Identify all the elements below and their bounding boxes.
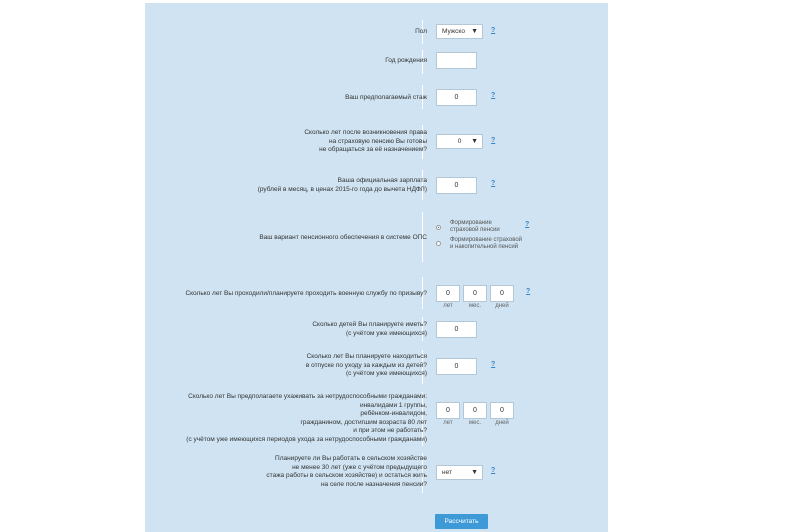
ops-option-funded-label: Формирование страховой и накопительной пенсий <box>450 237 523 251</box>
military-years-input[interactable]: 0 <box>436 285 460 302</box>
chevron-down-icon: ▼ <box>471 28 478 35</box>
unit-days: дней <box>495 420 509 426</box>
ops-option-funded-radio[interactable] <box>436 241 441 246</box>
delay-years-label: Сколько лет после возникновения права на страховую пенсию Вы готовы не обращаться за её назначением? <box>304 129 427 154</box>
help-icon[interactable]: ? <box>491 137 496 144</box>
ops-label: Ваш вариант пенсионного обеспечения в системе ОПС <box>259 234 427 241</box>
rural-value: нет <box>442 469 452 476</box>
salary-label: Ваша официальная зарплата (рублей в месяц, в ценах 2015-го года до вычета НДФЛ) <box>257 177 427 193</box>
childcare-label: Сколько лет Вы планируете находиться в отпуске по уходу за каждым из детей? (с учётом уже имеющихся) <box>305 353 427 378</box>
military-label: Сколько лет Вы проходили/планируете проходить военную службу по призыву? <box>185 290 427 297</box>
calculator-panel <box>145 3 608 532</box>
delay-years-value: 0 <box>457 138 462 145</box>
gender-value: Мужско <box>442 28 465 35</box>
unit-months: мес. <box>468 420 482 426</box>
calculate-button[interactable]: Рассчитать <box>435 514 488 529</box>
help-icon[interactable]: ? <box>526 288 531 295</box>
gender-select[interactable] <box>436 24 483 39</box>
birth-year-label: Год рождения <box>385 57 427 64</box>
rural-label: Планируете ли Вы работать в сельском хозяйстве не менее 30 лет (уже с учётом предыдущего стажа работы в сельском хозяйстве) и остаться жить на селе после назначения пенсии? <box>266 455 427 488</box>
help-icon[interactable]: ? <box>525 221 530 228</box>
experience-input[interactable]: 0 <box>436 89 477 106</box>
children-input[interactable]: 0 <box>436 321 477 338</box>
military-days-input[interactable]: 0 <box>490 285 514 302</box>
disabled-care-months-input[interactable]: 0 <box>463 402 487 419</box>
children-label: Сколько детей Вы планируете иметь? (с учётом уже имеющихся) <box>312 321 427 337</box>
help-icon[interactable]: ? <box>491 180 496 187</box>
ops-option-insurance-radio[interactable] <box>436 225 441 230</box>
experience-label: Ваш предполагаемый стаж <box>345 94 427 101</box>
delay-years-select[interactable] <box>436 134 483 149</box>
disabled-care-days-input[interactable]: 0 <box>490 402 514 419</box>
help-icon[interactable]: ? <box>491 361 496 368</box>
rural-select[interactable] <box>436 465 483 480</box>
disabled-care-years-input[interactable]: 0 <box>436 402 460 419</box>
salary-input[interactable]: 0 <box>436 177 477 194</box>
help-icon[interactable]: ? <box>491 467 496 474</box>
birth-year-input[interactable] <box>436 52 477 69</box>
unit-months: мес. <box>468 303 482 309</box>
unit-days: дней <box>495 303 509 309</box>
chevron-down-icon: ▼ <box>471 138 478 145</box>
childcare-input[interactable]: 0 <box>436 358 477 375</box>
unit-years: лет <box>443 303 453 309</box>
disabled-care-label: Сколько лет Вы предполагаете ухаживать за нетрудоспособными гражданами: инвалидами 1 группы, ребёнком-инвалидом, гражданином, достигшим возраста 80 лет и при этом не работать? (с учётом уже имеющихся периодов ухода за нетрудоспособными гражданами) <box>186 393 427 443</box>
help-icon[interactable]: ? <box>491 27 496 34</box>
gender-label: Пол <box>415 28 427 35</box>
chevron-down-icon: ▼ <box>471 469 478 476</box>
help-icon[interactable]: ? <box>491 92 496 99</box>
ops-option-insurance-label: Формирование страховой пенсии <box>450 220 500 234</box>
military-months-input[interactable]: 0 <box>463 285 487 302</box>
unit-years: лет <box>443 420 453 426</box>
